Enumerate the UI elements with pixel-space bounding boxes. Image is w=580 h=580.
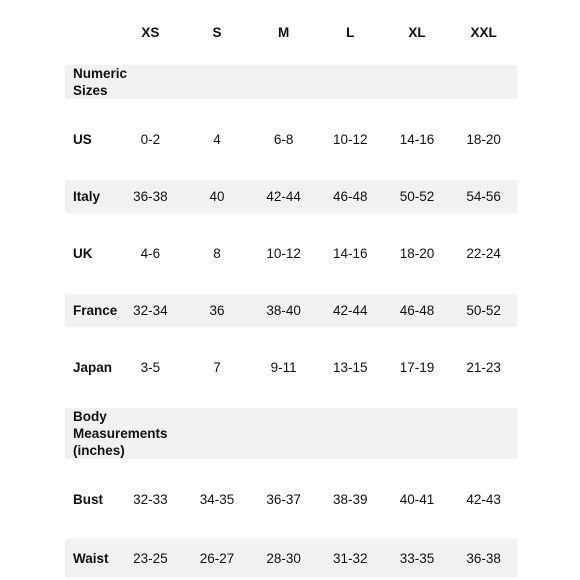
table-row-france <box>65 294 517 327</box>
table-cell: 9-11 <box>270 360 297 375</box>
table-cell: 38-40 <box>250 294 317 327</box>
table-cell: 28-30 <box>250 539 317 577</box>
table-row-italy <box>65 180 517 213</box>
table-cell: 50-52 <box>384 180 451 213</box>
size-header-s: S <box>212 25 222 40</box>
table-cell: 14-16 <box>399 132 435 147</box>
size-header-xxl: XXL <box>470 25 497 40</box>
table-cell: 33-35 <box>384 539 451 577</box>
table-cell: 21-23 <box>466 360 501 375</box>
row-label-japan: Japan <box>73 360 113 375</box>
table-row-bust <box>65 459 517 539</box>
table-cell: 26-27 <box>184 539 251 577</box>
table-cell: 23-25 <box>117 539 184 577</box>
table-cell: 7 <box>213 360 221 375</box>
table-cell: 32-33 <box>133 491 168 507</box>
table-row-waist <box>65 539 517 577</box>
table-cell: 42-43 <box>466 491 501 507</box>
table-cell: 36-38 <box>117 180 184 213</box>
size-header-xl: XL <box>408 25 426 40</box>
table-cell: 36 <box>184 294 251 327</box>
table-cell: 36-37 <box>266 491 301 507</box>
table-cell: 4-6 <box>140 246 161 261</box>
table-cell: 42-44 <box>250 180 317 213</box>
table-cell: 32-34 <box>117 294 184 327</box>
table-cell: 14-16 <box>333 246 368 261</box>
table-cell: 0-2 <box>140 132 161 147</box>
table-cell: 13-15 <box>333 360 368 375</box>
table-cell: 46-48 <box>384 294 451 327</box>
size-header-xs: XS <box>141 25 160 40</box>
size-header-l: L <box>346 25 355 40</box>
table-cell: 22-24 <box>466 246 501 261</box>
table-cell: 10-12 <box>333 132 368 147</box>
table-cell: 36-38 <box>450 539 517 577</box>
table-cell: 18-20 <box>399 246 435 261</box>
table-cell: 6-8 <box>273 132 294 147</box>
row-label-italy: Italy <box>65 180 117 213</box>
table-cell: 31-32 <box>317 539 384 577</box>
size-chart-table <box>65 0 517 577</box>
table-cell: 4 <box>213 132 221 147</box>
row-label-bust: Bust <box>73 491 103 507</box>
table-cell: 40 <box>184 180 251 213</box>
section-body-measurements-heading: Body Measurements (inches) <box>65 408 517 459</box>
size-header-row <box>65 0 517 65</box>
table-cell: 34-35 <box>199 491 235 507</box>
table-cell: 54-56 <box>450 180 517 213</box>
table-cell: 17-19 <box>399 360 435 375</box>
section-body-measurements-row <box>65 408 517 459</box>
table-cell: 42-44 <box>317 294 384 327</box>
row-label-france: France <box>65 294 117 327</box>
section-numeric-sizes-row <box>65 65 517 99</box>
section-numeric-sizes-heading: Numeric Sizes <box>65 65 517 99</box>
row-label-uk: UK <box>73 246 93 261</box>
table-cell: 3-5 <box>140 360 161 375</box>
row-label-us: US <box>73 132 92 147</box>
row-label-waist: Waist <box>65 539 117 577</box>
table-cell: 8 <box>213 246 221 261</box>
table-cell: 10-12 <box>266 246 301 261</box>
table-cell: 50-52 <box>450 294 517 327</box>
size-header-m: M <box>278 25 290 40</box>
table-row-us <box>65 99 517 180</box>
corner-cell <box>65 0 117 65</box>
table-cell: 46-48 <box>317 180 384 213</box>
table-cell: 40-41 <box>399 491 435 507</box>
table-cell: 18-20 <box>466 132 501 147</box>
table-cell: 38-39 <box>333 491 368 507</box>
table-row-japan <box>65 327 517 408</box>
table-row-uk <box>65 213 517 294</box>
